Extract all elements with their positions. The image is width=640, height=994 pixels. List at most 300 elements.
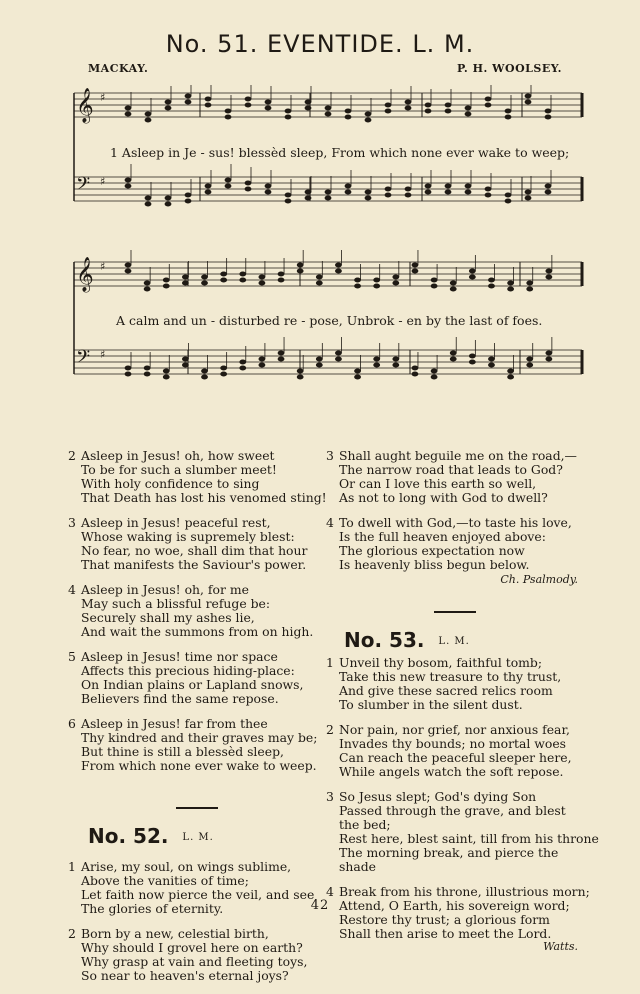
note-head bbox=[220, 372, 227, 377]
note-head bbox=[425, 109, 432, 114]
note-head bbox=[445, 184, 452, 189]
stanza bbox=[326, 789, 599, 874]
note-head bbox=[373, 284, 380, 289]
note-head bbox=[201, 375, 208, 380]
verse-line bbox=[68, 860, 330, 874]
note-head bbox=[125, 112, 132, 117]
note-head bbox=[125, 372, 132, 377]
verse-text: With holy confidence to sing bbox=[81, 476, 260, 491]
verse-text: Asleep in Jesus! time nor space bbox=[81, 649, 278, 664]
verse-text: Asleep in Jesus! peaceful rest, bbox=[81, 515, 271, 530]
note-head bbox=[469, 275, 476, 280]
verse-line bbox=[68, 544, 330, 558]
note-head bbox=[488, 284, 495, 289]
stanza bbox=[68, 650, 330, 706]
verse-line bbox=[326, 723, 578, 737]
note-head bbox=[488, 278, 495, 283]
verse-line bbox=[68, 927, 330, 941]
verse-line bbox=[68, 731, 330, 745]
verse-text: Invades thy bounds; no mortal woes bbox=[339, 736, 567, 751]
verse-line bbox=[326, 790, 578, 804]
verse-line bbox=[68, 692, 330, 706]
composer-credit: MACKAY. bbox=[88, 62, 149, 75]
verse-text: shade bbox=[339, 859, 376, 874]
note-head bbox=[259, 357, 266, 362]
note-head bbox=[525, 100, 532, 105]
note-head bbox=[144, 287, 151, 292]
note-head bbox=[163, 375, 170, 380]
note-head bbox=[297, 369, 304, 374]
verse-line bbox=[68, 530, 330, 544]
stanza bbox=[68, 927, 330, 983]
verse-text: Asleep in Jesus! oh, for me bbox=[81, 582, 249, 597]
note-head bbox=[165, 106, 172, 111]
note-head bbox=[205, 190, 212, 195]
verse-line bbox=[68, 625, 330, 639]
note-head bbox=[345, 184, 352, 189]
verse-line bbox=[68, 516, 330, 530]
note-head bbox=[316, 363, 323, 368]
verse-text: Break from his throne, illustrious morn; bbox=[339, 884, 590, 899]
note-head bbox=[125, 178, 132, 183]
note-head bbox=[125, 184, 132, 189]
stanza-number: 1 bbox=[68, 859, 76, 874]
verse-text: Can reach the peaceful sleeper here, bbox=[339, 750, 572, 765]
verse-text: The narrow road that leads to God? bbox=[339, 462, 563, 477]
note-head bbox=[297, 375, 304, 380]
note-head bbox=[220, 272, 227, 277]
verse-text: Born by a new, celestial birth, bbox=[81, 926, 269, 941]
verse-line bbox=[326, 449, 578, 463]
verse-text: Asleep in Jesus! far from thee bbox=[81, 716, 268, 731]
verse-text: Believers find the same repose. bbox=[81, 691, 279, 706]
verse-line bbox=[326, 670, 578, 684]
stanza bbox=[326, 656, 578, 712]
verse-line bbox=[68, 955, 330, 969]
note-head bbox=[185, 94, 192, 99]
verse-line bbox=[68, 941, 330, 955]
note-head bbox=[201, 369, 208, 374]
verse-text: Or can I love this earth so well, bbox=[339, 476, 537, 491]
note-head bbox=[145, 118, 152, 123]
note-head bbox=[465, 106, 472, 111]
stanza-number: 4 bbox=[326, 515, 334, 530]
lyric-line-1: 1 Asleep in Je - sus! blessèd sleep, From which none ever wake to weep; bbox=[110, 145, 570, 160]
stanza bbox=[68, 583, 330, 639]
verse-text: To dwell with God,—to taste his love, bbox=[339, 515, 572, 530]
verse-line bbox=[326, 558, 578, 572]
verse-text: Shall aught beguile me on the road,— bbox=[339, 448, 577, 463]
note-head bbox=[245, 97, 252, 102]
verse-line bbox=[68, 664, 330, 678]
stanza bbox=[326, 449, 578, 505]
stanza-number: 2 bbox=[326, 722, 334, 737]
verse-text: From which none ever wake to weep. bbox=[81, 758, 317, 773]
verse-line bbox=[326, 818, 578, 832]
note-head bbox=[182, 363, 189, 368]
verse-line bbox=[326, 684, 578, 698]
note-head bbox=[431, 278, 438, 283]
note-head bbox=[545, 357, 552, 362]
hymn-51-title: No. 51. EVENTIDE. L. M. bbox=[165, 30, 475, 58]
note-head bbox=[185, 199, 192, 204]
note-head bbox=[245, 187, 252, 192]
note-head bbox=[405, 193, 412, 198]
sharp-icon: ♯ bbox=[100, 260, 106, 273]
note-head bbox=[205, 184, 212, 189]
verse-text: Restore thy trust; a glorious form bbox=[339, 912, 550, 927]
note-head bbox=[316, 275, 323, 280]
stanza-number: 2 bbox=[68, 926, 76, 941]
note-head bbox=[505, 193, 512, 198]
verse-text: That manifests the Saviour's power. bbox=[81, 557, 307, 572]
note-head bbox=[335, 351, 342, 356]
verse-line bbox=[326, 765, 578, 779]
note-head bbox=[445, 109, 452, 114]
stanza-number: 1 bbox=[326, 655, 334, 670]
verse-text: Arise, my soul, on wings sublime, bbox=[81, 859, 292, 874]
note-head bbox=[505, 109, 512, 114]
verse-text: Above the vanities of time; bbox=[81, 873, 249, 888]
verse-text: That Death has lost his venomed sting! bbox=[81, 490, 327, 505]
note-head bbox=[465, 190, 472, 195]
verse-line bbox=[68, 449, 330, 463]
separator-rule bbox=[176, 807, 218, 809]
note-head bbox=[385, 187, 392, 192]
verse-text: The glories of eternity. bbox=[81, 901, 224, 916]
note-head bbox=[285, 193, 292, 198]
note-head bbox=[507, 281, 514, 286]
verse-line bbox=[68, 558, 330, 572]
note-head bbox=[469, 269, 476, 274]
note-head bbox=[412, 372, 419, 377]
note-head bbox=[545, 351, 552, 356]
verse-line bbox=[326, 530, 578, 544]
note-head bbox=[431, 369, 438, 374]
verse-line bbox=[326, 927, 578, 941]
note-head bbox=[373, 278, 380, 283]
verse-line bbox=[68, 874, 330, 888]
verse-line bbox=[68, 491, 330, 505]
note-head bbox=[239, 360, 246, 365]
staff bbox=[74, 250, 582, 293]
stanza-number: 2 bbox=[68, 448, 76, 463]
note-head bbox=[265, 190, 272, 195]
note-head bbox=[335, 357, 342, 362]
stanza-number: 3 bbox=[68, 515, 76, 530]
note-head bbox=[325, 190, 332, 195]
note-head bbox=[201, 281, 208, 286]
note-head bbox=[335, 269, 342, 274]
note-head bbox=[144, 372, 151, 377]
verse-text: Let faith now pierce the veil, and see bbox=[81, 887, 315, 902]
note-head bbox=[220, 278, 227, 283]
note-head bbox=[285, 109, 292, 114]
sharp-icon: ♯ bbox=[100, 91, 106, 104]
note-head bbox=[182, 275, 189, 280]
note-head bbox=[525, 196, 532, 201]
note-head bbox=[465, 184, 472, 189]
verse-line bbox=[326, 516, 578, 530]
verse-line bbox=[68, 650, 330, 664]
note-head bbox=[412, 269, 419, 274]
verse-line bbox=[68, 969, 330, 983]
verse-text: To be for such a slumber meet! bbox=[81, 462, 277, 477]
verse-text: Passed through the grave, and blest bbox=[339, 803, 566, 818]
verse-text: And give these sacred relics room bbox=[339, 683, 553, 698]
note-head bbox=[525, 94, 532, 99]
note-head bbox=[526, 357, 533, 362]
note-head bbox=[385, 193, 392, 198]
staff bbox=[74, 337, 582, 380]
verse-text: No fear, no woe, shall dim that hour bbox=[81, 543, 308, 558]
verse-text: So near to heaven's eternal joys? bbox=[81, 968, 289, 983]
note-head bbox=[507, 375, 514, 380]
verse-text: The glorious expectation now bbox=[339, 543, 525, 558]
note-head bbox=[431, 375, 438, 380]
note-head bbox=[507, 287, 514, 292]
note-head bbox=[278, 278, 285, 283]
verse-line bbox=[326, 737, 578, 751]
verse-text: Asleep in Jesus! oh, how sweet bbox=[81, 448, 275, 463]
verse-text: Why grasp at vain and fleeting toys, bbox=[81, 954, 308, 969]
stanza bbox=[326, 516, 578, 572]
stanza-number: 3 bbox=[326, 789, 334, 804]
stanza bbox=[68, 449, 330, 505]
note-head bbox=[545, 269, 552, 274]
note-head bbox=[526, 287, 533, 292]
note-head bbox=[335, 263, 342, 268]
note-head bbox=[265, 100, 272, 105]
stanza bbox=[326, 884, 590, 941]
verse-text: While angels watch the soft repose. bbox=[339, 764, 564, 779]
note-head bbox=[225, 115, 232, 120]
verse-line bbox=[326, 491, 578, 505]
verse-text: Nor pain, nor grief, nor anxious fear, bbox=[339, 722, 570, 737]
verse-line bbox=[326, 477, 578, 491]
note-head bbox=[182, 281, 189, 286]
note-head bbox=[545, 115, 552, 120]
note-head bbox=[125, 263, 132, 268]
stanza-number: 4 bbox=[326, 884, 334, 899]
stanza bbox=[68, 516, 330, 572]
staff bbox=[74, 85, 582, 124]
note-head bbox=[545, 190, 552, 195]
note-head bbox=[245, 103, 252, 108]
verse-text: Attend, O Earth, his sovereign word; bbox=[339, 898, 570, 913]
verse-text: Thy kindred and their graves may be; bbox=[81, 730, 318, 745]
note-head bbox=[144, 281, 151, 286]
stanza-number: 4 bbox=[68, 582, 76, 597]
note-head bbox=[545, 184, 552, 189]
verse-text: To slumber in the silent dust. bbox=[339, 697, 523, 712]
treble-clef-icon: 𝄞 bbox=[76, 88, 94, 123]
note-head bbox=[507, 369, 514, 374]
note-head bbox=[485, 193, 492, 198]
note-head bbox=[345, 115, 352, 120]
note-head bbox=[365, 112, 372, 117]
verse-text: Affects this precious hiding-place: bbox=[81, 663, 295, 678]
note-head bbox=[225, 178, 232, 183]
note-head bbox=[392, 363, 399, 368]
note-head bbox=[354, 369, 361, 374]
verse-text: Is the full heaven enjoyed above: bbox=[339, 529, 546, 544]
note-head bbox=[278, 351, 285, 356]
author-credit: P. H. WOOLSEY. bbox=[456, 62, 562, 75]
note-head bbox=[373, 357, 380, 362]
verse-text: Unveil thy bosom, faithful tomb; bbox=[339, 655, 543, 670]
verse-line bbox=[68, 583, 330, 597]
note-head bbox=[239, 272, 246, 277]
note-head bbox=[431, 284, 438, 289]
note-head bbox=[297, 269, 304, 274]
verse-text: the bed; bbox=[339, 817, 391, 832]
verse-text: But thine is still a blessèd sleep, bbox=[81, 744, 284, 759]
note-head bbox=[373, 363, 380, 368]
note-head bbox=[278, 357, 285, 362]
note-head bbox=[145, 202, 152, 207]
note-head bbox=[297, 263, 304, 268]
verse-line bbox=[68, 477, 330, 491]
staff bbox=[74, 164, 582, 207]
verse-text: Take this new treasure to thy trust, bbox=[339, 669, 562, 684]
verse-line bbox=[326, 846, 578, 860]
note-head bbox=[278, 272, 285, 277]
note-head bbox=[285, 199, 292, 204]
note-head bbox=[445, 103, 452, 108]
verse-line bbox=[326, 884, 590, 899]
note-head bbox=[165, 196, 172, 201]
note-head bbox=[526, 363, 533, 368]
verse-text: Shall then arise to meet the Lord. bbox=[339, 926, 552, 941]
hymn-52-meter: L. M. bbox=[182, 832, 214, 843]
verse-line bbox=[326, 656, 578, 670]
note-head bbox=[316, 281, 323, 286]
note-head bbox=[469, 360, 476, 365]
verse-text: On Indian plains or Lapland snows, bbox=[81, 677, 304, 692]
verse-line bbox=[326, 831, 599, 846]
note-head bbox=[225, 109, 232, 114]
note-head bbox=[305, 190, 312, 195]
note-head bbox=[316, 357, 323, 362]
verse-line bbox=[68, 597, 330, 611]
note-head bbox=[392, 357, 399, 362]
stanza-number: 6 bbox=[68, 716, 76, 731]
verse-text: The morning break, and pierce the bbox=[339, 845, 559, 860]
note-head bbox=[545, 109, 552, 114]
note-head bbox=[239, 278, 246, 283]
treble-clef-icon: 𝄞 bbox=[76, 257, 94, 292]
verse-line bbox=[326, 860, 578, 874]
note-head bbox=[485, 97, 492, 102]
note-head bbox=[205, 97, 212, 102]
note-head bbox=[485, 103, 492, 108]
note-head bbox=[345, 190, 352, 195]
note-head bbox=[526, 281, 533, 286]
note-head bbox=[225, 184, 232, 189]
verse-line bbox=[326, 751, 578, 765]
note-head bbox=[365, 196, 372, 201]
note-head bbox=[265, 184, 272, 189]
note-head bbox=[245, 181, 252, 186]
note-head bbox=[505, 199, 512, 204]
note-head bbox=[305, 196, 312, 201]
note-head bbox=[392, 281, 399, 286]
note-head bbox=[525, 190, 532, 195]
hymn-53-title: No. 53. bbox=[344, 628, 425, 652]
stanza-number: 5 bbox=[68, 649, 76, 664]
note-head bbox=[145, 196, 152, 201]
note-head bbox=[325, 196, 332, 201]
psalmody-attribution: Ch. Psalmody. bbox=[500, 573, 578, 586]
note-head bbox=[488, 357, 495, 362]
note-head bbox=[239, 366, 246, 371]
note-head bbox=[220, 366, 227, 371]
note-head bbox=[185, 193, 192, 198]
note-head bbox=[425, 103, 432, 108]
verse-text: Is heavenly bliss begun below. bbox=[339, 557, 530, 572]
verse-line bbox=[326, 463, 578, 477]
verse-line bbox=[68, 717, 330, 731]
note-head bbox=[385, 103, 392, 108]
right-column bbox=[326, 448, 599, 954]
verse-text: Whose waking is supremely blest: bbox=[81, 529, 295, 544]
note-head bbox=[182, 357, 189, 362]
note-head bbox=[165, 100, 172, 105]
note-head bbox=[425, 190, 432, 195]
stanza bbox=[326, 723, 578, 779]
note-head bbox=[201, 275, 208, 280]
verse-text: Rest here, blest saint, till from his throne bbox=[339, 831, 599, 846]
note-head bbox=[325, 112, 332, 117]
sharp-icon: ♯ bbox=[100, 175, 106, 188]
hymn-53-meter: L. M. bbox=[438, 636, 470, 647]
note-head bbox=[485, 187, 492, 192]
verse-line bbox=[326, 544, 578, 558]
note-head bbox=[365, 118, 372, 123]
stanza-number: 3 bbox=[326, 448, 334, 463]
note-head bbox=[354, 375, 361, 380]
note-head bbox=[145, 112, 152, 117]
note-head bbox=[450, 281, 457, 286]
note-head bbox=[305, 100, 312, 105]
hymn-52-title: No. 52. bbox=[88, 824, 169, 848]
bass-clef-icon: 𝄢 bbox=[76, 174, 91, 199]
note-head bbox=[385, 109, 392, 114]
note-head bbox=[165, 202, 172, 207]
verse-text: As not to long with God to dwell? bbox=[339, 490, 548, 505]
note-head bbox=[545, 275, 552, 280]
note-head bbox=[505, 115, 512, 120]
sharp-icon: ♯ bbox=[100, 348, 106, 361]
note-head bbox=[163, 284, 170, 289]
note-head bbox=[450, 357, 457, 362]
note-head bbox=[125, 366, 132, 371]
verse-text: May such a blissful refuge be: bbox=[81, 596, 271, 611]
note-head bbox=[354, 284, 361, 289]
note-head bbox=[305, 106, 312, 111]
note-head bbox=[392, 275, 399, 280]
note-head bbox=[163, 369, 170, 374]
note-head bbox=[405, 100, 412, 105]
verse-line bbox=[326, 804, 578, 818]
note-head bbox=[163, 278, 170, 283]
note-head bbox=[488, 363, 495, 368]
note-head bbox=[125, 269, 132, 274]
note-head bbox=[185, 100, 192, 105]
verse-text: Securely shall my ashes lie, bbox=[81, 610, 255, 625]
music-system-2 bbox=[70, 250, 585, 410]
